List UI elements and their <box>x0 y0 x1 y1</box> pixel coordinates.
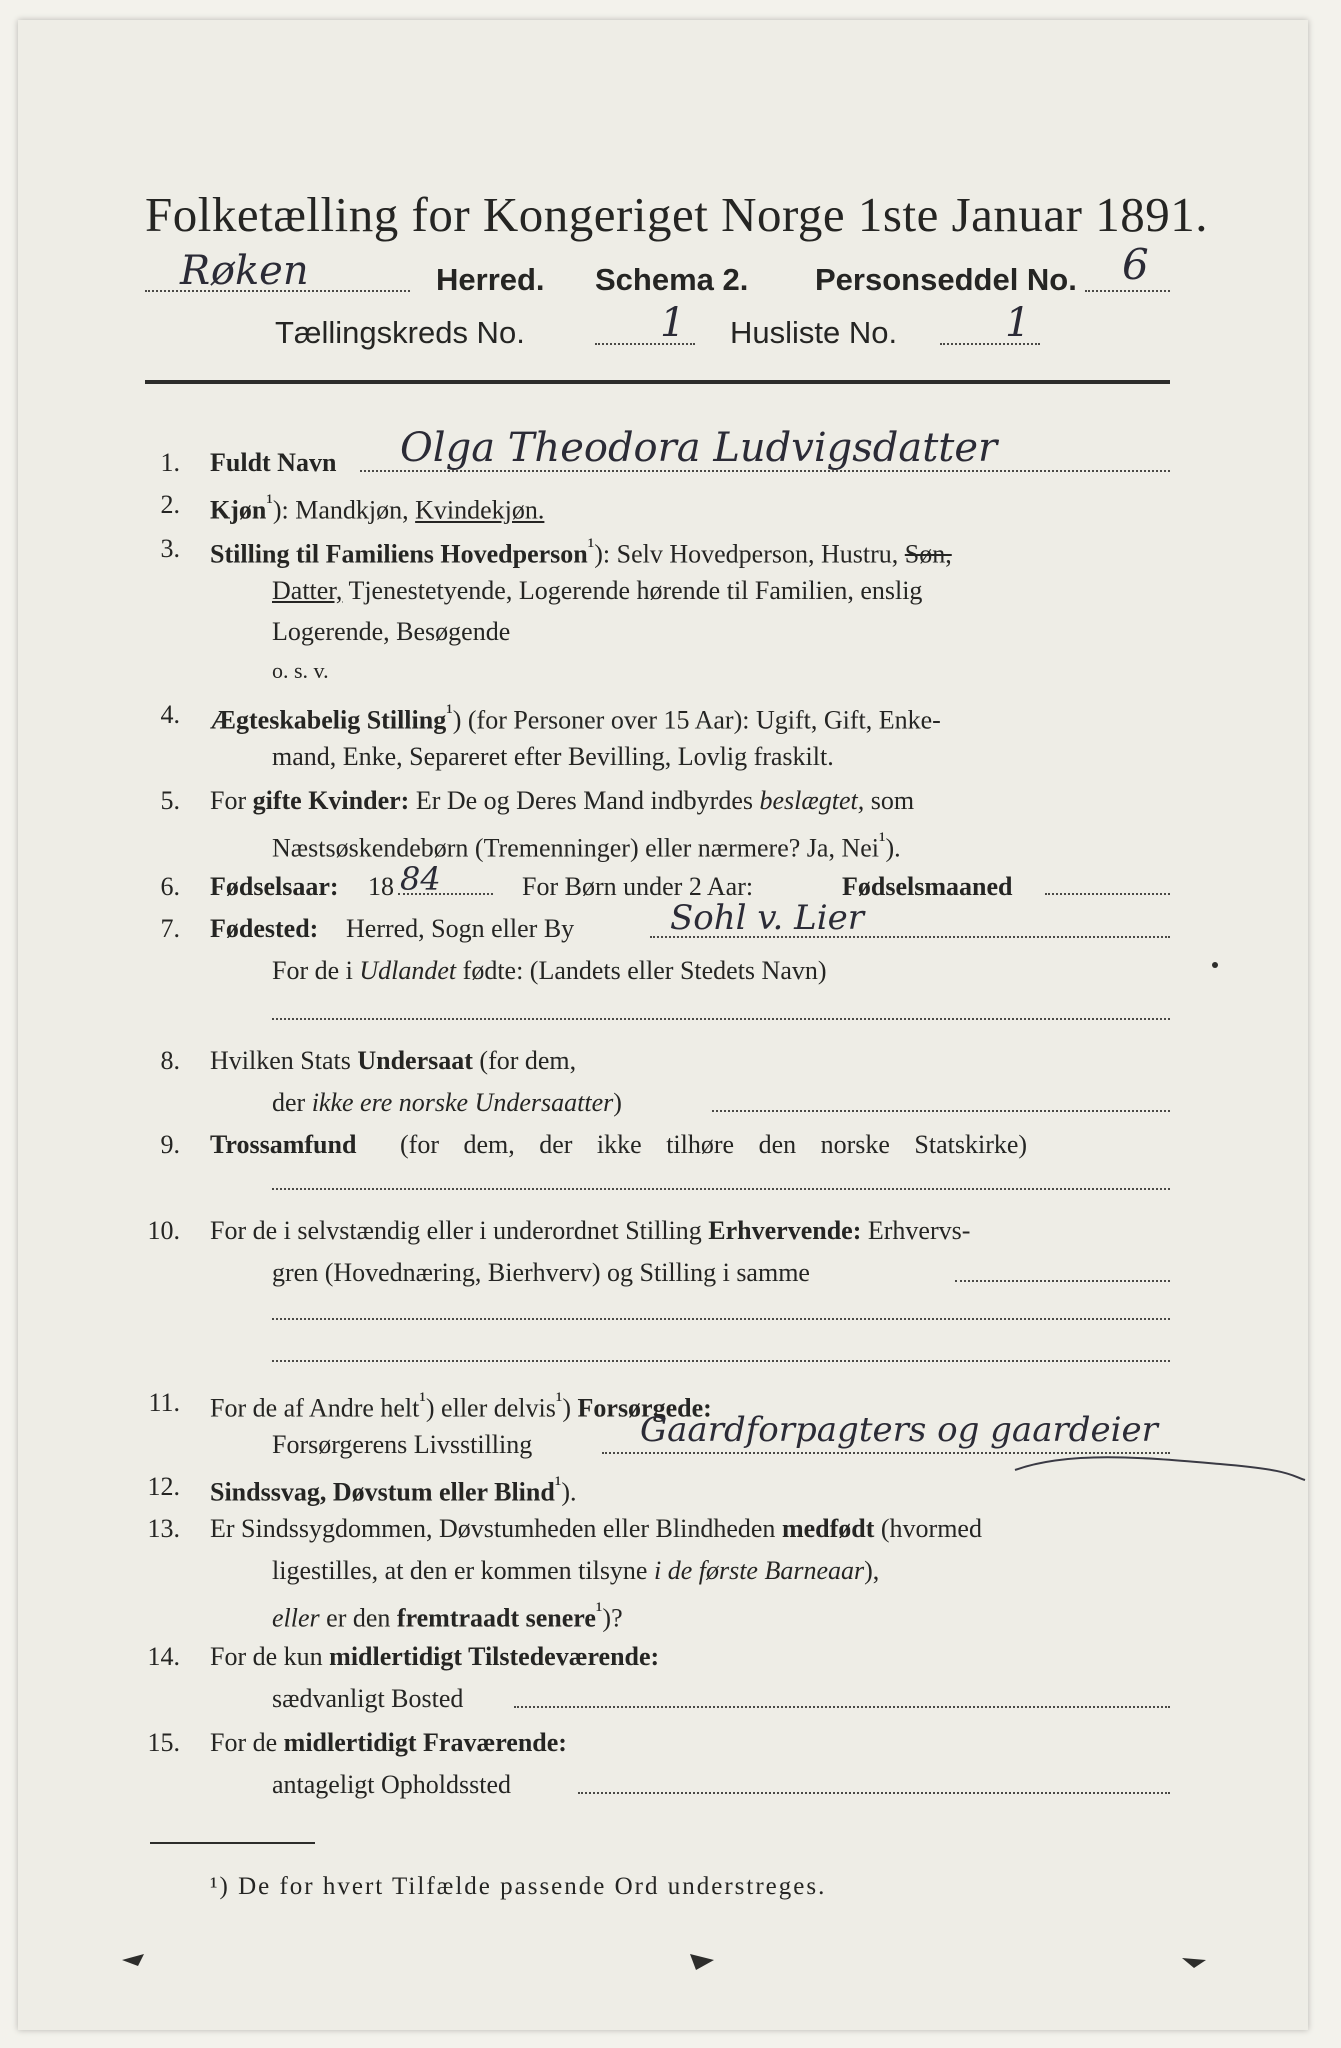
q6-label: Fødselsaar: <box>210 872 339 901</box>
q7-label: Fødested: <box>210 914 319 943</box>
taellingskreds-label: Tællingskreds No. <box>275 315 525 350</box>
q11-footnote-ref-b: ¹ <box>555 1388 563 1412</box>
q15-row <box>210 1728 567 1758</box>
personseddel-label: Personseddel No. <box>815 262 1077 297</box>
q13-line3b: er den <box>326 1603 391 1633</box>
q13-number: 13. <box>147 1514 180 1543</box>
husliste-value: 1 <box>1005 300 1031 346</box>
q9-dotted-line <box>272 1188 1170 1190</box>
q8-line1c: (for dem, <box>479 1046 577 1075</box>
q10-dotted-line-3 <box>272 1360 1170 1362</box>
q3-number: 3. <box>160 534 180 563</box>
q8-line2a: der <box>272 1088 306 1117</box>
header-divider <box>145 380 1170 384</box>
q8-row2 <box>272 1088 622 1118</box>
q3-line1: Selv Hovedperson, Hustru, <box>616 539 899 569</box>
q7-line2c: fødte: (Landets eller Stedets Navn) <box>462 956 827 985</box>
q9-text: (for dem, der ikke tilhøre den norske Statskirke) <box>400 1130 1028 1159</box>
q11-line1d: Forsørgede: <box>577 1393 712 1423</box>
q5-row2: Næstsøskendebørn (Tremenninger) eller nærmere? Ja, Nei$^{^1}$). <box>272 828 901 863</box>
q3-footnote-ref: ¹ <box>587 534 595 558</box>
form-title: Folketælling for Kongeriget Norge 1ste Januar 1891. <box>145 187 1208 242</box>
q8-line2c: ) <box>613 1088 622 1117</box>
q5-line1: Er De og Deres Mand indbyrdes <box>415 786 753 815</box>
q10-line1b: Erhvervende: <box>708 1216 862 1245</box>
q12-close: ). <box>561 1477 577 1507</box>
scan-mark-right <box>1180 1950 1210 1970</box>
q13-row2 <box>272 1556 879 1586</box>
q14-line1a: For de kun <box>210 1642 323 1671</box>
q13-row3 <box>272 1598 623 1634</box>
q8-line1b: Undersaat <box>357 1046 473 1075</box>
q11-flourish <box>1010 1440 1310 1500</box>
q10-line1c: Erhvervs- <box>867 1216 971 1245</box>
q7-number: 7. <box>160 914 180 943</box>
q4-row: Ægteskabelig Stilling$^{^1}$) (for Personer over 15 Aar): Ugift, Gift, Enke- <box>210 700 941 735</box>
q3-row2 <box>272 576 922 606</box>
footnote-divider <box>150 1842 315 1844</box>
q12-footnote-ref: ¹ <box>554 1472 562 1496</box>
q11-line1c: ) <box>562 1393 572 1423</box>
q3-option-datter: Datter, <box>272 576 343 605</box>
q4-number: 4. <box>160 700 180 729</box>
q13-line1c: (hvormed <box>880 1514 982 1543</box>
q8-row <box>210 1046 576 1076</box>
q15-line1a: For de <box>210 1728 278 1757</box>
q13-line2b: i de første Barneaar <box>653 1556 865 1585</box>
q2-option-mand: Mandkjøn, <box>295 495 409 525</box>
q10-number: 10. <box>147 1216 180 1245</box>
q4-label: Ægteskabelig Stilling <box>210 705 447 735</box>
q7-text: Herred, Sogn eller By <box>346 914 575 943</box>
q13-line1b: medfødt <box>781 1514 875 1543</box>
q6-answer: 84 <box>400 860 441 898</box>
q5-som: som <box>870 786 915 815</box>
q2-footnote-ref: ¹ <box>266 490 273 514</box>
q2-number: 2. <box>160 490 180 519</box>
q13-footnote-ref: ¹ <box>595 1598 603 1622</box>
q11-number: 11. <box>148 1388 180 1417</box>
q13-line3d: )? <box>602 1603 623 1633</box>
q5-line2: Næstsøskendebørn (Tremenninger) eller nærmere? Ja, Nei <box>272 833 879 863</box>
q2-option-kvinde: Kvindekjøn. <box>415 495 545 525</box>
personseddel-value: 6 <box>1122 240 1149 289</box>
q13-line2a: ligestilles, at den er kommen tilsyne <box>272 1556 648 1585</box>
q7-line2b: Udlandet <box>359 956 457 985</box>
q13-line2c: ), <box>864 1556 880 1585</box>
husliste-label: Husliste No. <box>730 315 898 350</box>
q12-number: 12. <box>147 1472 180 1501</box>
q3-option-son: Søn, <box>904 539 952 569</box>
q2-row: Kjøn$^{^1}$): Mandkjøn, Kvindekjøn. <box>210 490 545 525</box>
q11-line1b: ) eller delvis <box>425 1393 556 1423</box>
footnote-text: De for hvert Tilfælde passende Ord understreges. <box>238 1873 827 1900</box>
q5-label-b: gifte Kvinder: <box>252 786 410 815</box>
scan-mark-center <box>688 1950 718 1974</box>
q14-line1b: midlertidigt Tilstedeværende: <box>329 1642 660 1671</box>
q10-line2: gren (Hovednæring, Bierhverv) og Stilling i samme <box>272 1258 810 1287</box>
q12-row <box>210 1472 577 1508</box>
q14-number: 14. <box>147 1642 180 1671</box>
q10-line1a: For de i selvstændig eller i underordnet Stilling <box>210 1216 702 1245</box>
footnote-marker: ¹) <box>210 1873 230 1900</box>
herred-label: Herred. <box>436 262 545 297</box>
q10-row <box>210 1216 970 1246</box>
schema-label: Schema 2. <box>595 262 749 297</box>
q8-dotted-line <box>712 1110 1170 1112</box>
q15-line2: antageligt Opholdssted <box>272 1770 512 1799</box>
q3-row: Stilling til Familiens Hovedperson$^{^1}$): Selv Hovedperson, Hustru, Søn, <box>210 534 952 569</box>
q1-number: 1. <box>160 448 180 477</box>
q5-beslaegtet: beslægtet, <box>759 786 865 815</box>
q7-row2 <box>272 956 827 986</box>
q5-row <box>210 786 914 816</box>
q4-line2: mand, Enke, Separeret efter Bevilling, Lovlig fraskilt. <box>272 742 834 771</box>
herred-value: Røken <box>180 248 309 294</box>
q5-label-a: For <box>210 786 247 815</box>
q5-footnote-ref: ¹ <box>879 828 886 852</box>
q8-number: 8. <box>160 1046 180 1075</box>
q9-label: Trossamfund <box>210 1130 357 1159</box>
q11-line2: Forsørgerens Livsstilling <box>272 1430 533 1459</box>
q13-line3a: eller <box>272 1603 320 1633</box>
q10-dotted-line-1 <box>955 1280 1170 1282</box>
q9-number: 9. <box>160 1130 180 1159</box>
q1-label: Fuldt Navn <box>210 448 337 477</box>
scan-mark-left <box>120 1950 150 1970</box>
q15-line1b: midlertidigt Fraværende: <box>283 1728 567 1757</box>
q2-label: Kjøn <box>210 495 267 525</box>
q11-row <box>210 1388 712 1424</box>
q13-line1a: Er Sindssygdommen, Døvstumheden eller Blindheden <box>210 1514 776 1543</box>
q3-line3: Logerende, Besøgende <box>272 617 511 646</box>
q3-label: Stilling til Familiens Hovedperson <box>210 539 588 569</box>
q15-dotted-line <box>578 1792 1170 1794</box>
q5-number: 5. <box>160 786 180 815</box>
q12-label: Sindssvag, Døvstum eller Blind <box>210 1477 555 1507</box>
q14-line2: sædvanligt Bosted <box>272 1684 464 1713</box>
footnote <box>210 1873 826 1901</box>
q14-row <box>210 1642 659 1672</box>
q3-line4: o. s. v. <box>272 658 329 683</box>
q11-answer: Gaardforpagters og gaardeier <box>640 1410 1158 1450</box>
q15-number: 15. <box>147 1728 180 1757</box>
q8-line1a: Hvilken Stats <box>210 1046 351 1075</box>
q4-footnote-ref: ¹ <box>446 700 453 724</box>
q1-answer: Olga Theodora Ludvigsdatter <box>400 425 998 471</box>
q13-line3c: fremtraadt senere <box>396 1603 596 1633</box>
q8-line2b: ikke ere norske Undersaatter <box>311 1088 614 1117</box>
q6-mid: For Børn under 2 Aar: <box>522 872 754 901</box>
q13-row <box>210 1514 982 1544</box>
q11-footnote-ref-a: ¹ <box>419 1388 426 1412</box>
q3-line2: Tjenestetyende, Logerende hørende til Familien, enslig <box>348 576 923 605</box>
q11-line1a: For de af Andre helt <box>210 1393 420 1423</box>
q6-number: 6. <box>160 872 180 901</box>
q6-label-b: Fødselsmaaned <box>842 872 1013 901</box>
q7-line2a: For de i <box>272 956 353 985</box>
personseddel-dotted-line <box>1085 290 1170 292</box>
q7-foreign-dotted-line <box>272 1018 1170 1020</box>
q6-prefix: 18 <box>368 872 394 901</box>
q10-dotted-line-2 <box>272 1318 1170 1320</box>
ink-dot <box>1212 962 1218 968</box>
q6-month-dotted-line <box>1045 893 1170 895</box>
q14-dotted-line <box>514 1706 1170 1708</box>
q4-line1: (for Personer over 15 Aar): Ugift, Gift, Enke- <box>467 705 941 735</box>
q7-answer: Sohl v. Lier <box>670 898 864 938</box>
taellingskreds-value: 1 <box>660 300 686 346</box>
